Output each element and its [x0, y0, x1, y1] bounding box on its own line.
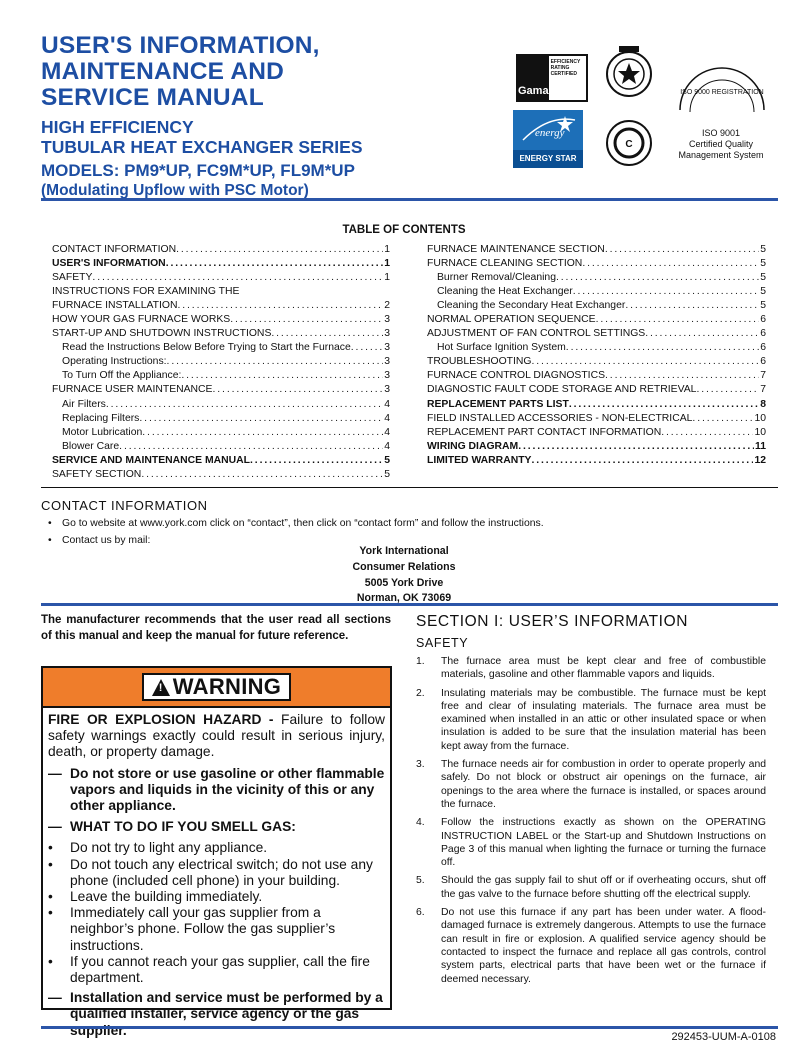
toc-leader-dots [166, 257, 384, 271]
toc-leader-dots [518, 440, 754, 454]
energy-star-script: energy [535, 127, 565, 139]
toc-entry-page: 3 [384, 384, 390, 396]
toc-leader-dots [176, 243, 383, 257]
toc-leader-dots [566, 341, 759, 355]
toc-title: TABLE OF CONTENTS [342, 224, 466, 236]
toc-entry-label: Motor Lubrication [62, 426, 143, 438]
safety-item-number: 1. [416, 656, 425, 667]
toc-leader-dots [167, 355, 384, 369]
certification-seal-logo [604, 118, 654, 168]
address-line: 5005 York Drive [364, 576, 444, 589]
toc-entry-label: SAFETY SECTION [52, 468, 142, 480]
toc-leader-dots [142, 426, 383, 440]
toc-entry[interactable] [52, 412, 390, 426]
safety-item-text: The furnace needs air for combustion in order to operate properly and safely. Do not block or obstruct air openings on the furnace, air openings to the area where the furnace is installed, or spaces around the furnace. [441, 759, 766, 810]
toc-entry-label: Read the Instructions Below Before Trying to Start the Furnace [62, 342, 351, 354]
subtitle-line: TUBULAR HEAT EXCHANGER SERIES [41, 137, 363, 157]
mailing-address [0, 544, 808, 607]
toc-leader-dots [625, 299, 759, 313]
toc-leader-dots [569, 398, 759, 412]
toc-leader-dots [230, 313, 383, 327]
warning-bullet: • If you cannot reach your gas supplier, call the fire department. [48, 954, 385, 986]
safety-item [416, 906, 766, 986]
toc-entry-page: 1 [384, 258, 390, 270]
safety-item [416, 816, 766, 869]
toc-entry[interactable] [52, 355, 390, 369]
contact-divider [41, 603, 778, 606]
warning-label: WARNING [172, 674, 282, 699]
toc-leader-dots [213, 383, 384, 397]
models-subline: (Modulating Upflow with PSC Motor) [41, 182, 309, 199]
contact-bullet: • Go to website at www.york.com click on “contact”, then click on “contact form” and follow the instructions. [48, 515, 544, 532]
toc-entry-page: 3 [384, 356, 390, 368]
warning-bullet-text: Leave the building immediately. [70, 889, 263, 905]
iso-line: Certified Quality [688, 139, 754, 149]
toc-entry-page: 7 [760, 384, 766, 396]
contact-heading: CONTACT INFORMATION [41, 498, 208, 513]
toc-left-column [52, 243, 390, 482]
toc-leader-dots [106, 398, 383, 412]
toc-entry-label: REPLACEMENT PARTS LIST [427, 398, 569, 410]
toc-entry[interactable] [427, 398, 766, 412]
footer-divider [41, 1026, 778, 1029]
iso-caption [676, 128, 766, 161]
warning-dash-item: — Do not store or use gasoline or other flammable vapors and liquids in the vicinity of this or any other appliance. [48, 765, 385, 814]
iso-ring-text: ISO 9000 REGISTRATION [680, 89, 764, 96]
toc-leader-dots [596, 313, 760, 327]
toc-entry-label: Hot Surface Ignition System [437, 342, 566, 354]
toc-entry-label: CONTACT INFORMATION [52, 244, 177, 255]
warning-bullet: • Leave the building immediately. [48, 889, 263, 905]
title-block [41, 33, 471, 201]
toc-entry-page: 10 [754, 412, 766, 424]
title-line: MAINTENANCE AND [41, 58, 284, 85]
toc-entry-page: 12 [754, 454, 766, 466]
toc-entry[interactable] [427, 412, 766, 426]
warning-header [43, 668, 390, 708]
toc-entry-page: 5 [384, 468, 390, 480]
toc-entry[interactable] [427, 454, 766, 468]
toc-entry-label: ADJUSTMENT OF FAN CONTROL SETTINGS [427, 328, 646, 340]
safety-heading: SAFETY [416, 636, 469, 650]
safety-item [416, 758, 766, 811]
warning-bullet-text: Do not try to light any appliance. [70, 840, 268, 856]
warning-dash-item: — Installation and service must be performed by a qualified installer, service agency or the gas supplier. [48, 990, 385, 1039]
toc-entry-label: Air Filters [62, 398, 106, 410]
toc-leader-dots [181, 369, 383, 383]
gama-logo [516, 54, 588, 102]
title-line: SERVICE MANUAL [41, 84, 264, 111]
toc-entry-page: 2 [384, 300, 390, 312]
toc-entry[interactable] [52, 383, 390, 397]
toc-leader-dots [605, 243, 759, 257]
toc-entry-label: To Turn Off the Appliance: [62, 370, 182, 382]
gama-mark: Gama [518, 56, 549, 100]
toc-leader-dots [92, 271, 383, 285]
toc-entry-page: 6 [760, 328, 766, 340]
safety-item [416, 655, 766, 682]
toc-entry[interactable] [427, 355, 766, 369]
toc-entry-label: FURNACE CLEANING SECTION [427, 258, 583, 270]
toc-leader-dots [139, 412, 383, 426]
toc-entry[interactable] [52, 440, 390, 454]
toc-leader-dots [119, 440, 383, 454]
iso-line: Management System [678, 150, 764, 160]
toc-entry-page: 5 [760, 300, 766, 312]
toc-entry[interactable] [427, 327, 766, 341]
toc-entry-page: 3 [384, 370, 390, 382]
toc-entry[interactable] [52, 369, 390, 383]
toc-entry-label: WIRING DIAGRAM [427, 440, 519, 452]
toc-entry[interactable] [52, 243, 390, 257]
toc-entry-page: 1 [384, 244, 390, 255]
toc-entry-page: 4 [384, 440, 390, 452]
toc-entry-page: 6 [760, 342, 766, 354]
safety-list [416, 655, 766, 991]
warning-bullet: • Immediately call your gas supplier from a neighbor’s phone. Follow the gas supplier’s instructions. [48, 905, 385, 954]
toc-entry-label: SERVICE AND MAINTENANCE MANUAL [52, 454, 251, 466]
toc-entry[interactable] [427, 299, 766, 313]
toc-entry-page: 3 [384, 342, 390, 354]
toc-entry-page: 5 [760, 272, 766, 284]
toc-entry-page: 11 [755, 440, 766, 452]
warning-body [43, 708, 390, 1039]
toc-entry-label: USER'S INFORMATION [52, 258, 166, 270]
toc-leader-dots [239, 285, 389, 299]
toc-entry[interactable] [427, 440, 766, 454]
warning-bullet-text: Immediately call your gas supplier from a neighbor’s phone. Follow the gas supplier’s instructions. [70, 905, 336, 953]
toc-entry-page: 10 [754, 426, 766, 438]
hazard-text: Failure to follow safety warnings exactly could result in serious injury, death, or property damage. [48, 712, 386, 760]
toc-entry[interactable] [427, 243, 766, 257]
toc-leader-dots [645, 327, 759, 341]
safety-item-number: 5. [416, 875, 425, 887]
toc-right-column [427, 243, 766, 468]
gama-text: EFFICIENCY RATING CERTIFIED [550, 59, 581, 77]
iso-line: ISO 9001 [701, 128, 741, 138]
safety-item-text: The furnace area must be kept clear and free of combustible materials, gasoline and other flammable vapors and liquids. [441, 656, 766, 681]
toc-leader-dots [271, 327, 383, 341]
safety-item-number: 2. [416, 687, 425, 699]
page-title [41, 33, 471, 111]
toc-leader-dots [351, 341, 383, 355]
toc-entry-page: 3 [384, 328, 390, 340]
toc-entry-label: DIAGNOSTIC FAULT CODE STORAGE AND RETRIEVAL [427, 384, 697, 396]
toc-entry[interactable] [427, 341, 766, 355]
toc-entry[interactable] [52, 285, 390, 299]
intro-paragraph: The manufacturer recommends that the user read all sections of this manual and keep the manual for future reference. [41, 614, 391, 642]
hazard-title: FIRE OR EXPLOSION HAZARD - [48, 712, 274, 727]
toc-entry-label: INSTRUCTIONS FOR EXAMINING THE [52, 286, 240, 298]
toc-leader-dots [605, 369, 759, 383]
toc-entry-label: Burner Removal/Cleaning [437, 272, 556, 284]
toc-leader-dots [556, 271, 759, 285]
toc-entry-label: SAFETY [52, 272, 93, 284]
toc-leader-dots [177, 299, 383, 313]
warning-box [41, 666, 392, 1038]
toc-leader-dots [532, 355, 760, 369]
toc-leader-dots [696, 383, 759, 397]
safety-item-number: 6. [416, 907, 425, 919]
document-number: 292453-UUM-A-0108 [671, 1031, 776, 1043]
energy-star-label: ENERGY STAR [513, 150, 583, 168]
toc-entry-label: FURNACE CONTROL DIAGNOSTICS [427, 370, 606, 382]
toc-entry-page: 5 [760, 244, 766, 255]
toc-entry-page: 8 [760, 398, 766, 410]
safety-item-number: 4. [416, 817, 425, 829]
toc-entry[interactable] [52, 341, 390, 355]
toc-entry[interactable] [52, 398, 390, 412]
section-heading: SECTION I: USER’S INFORMATION [416, 613, 689, 630]
header-divider [41, 198, 778, 201]
toc-entry[interactable] [52, 468, 390, 482]
toc-entry[interactable] [52, 327, 390, 341]
toc-entry-label: REPLACEMENT PART CONTACT INFORMATION [427, 426, 662, 438]
safety-item-text: Should the gas supply fail to shut off or if overheating occurs, shut off the gas valve to the furnace before shutting off the electrical supply. [441, 875, 766, 900]
toc-entry-page: 6 [760, 356, 766, 368]
safety-item-text: Insulating materials may be combustible. The furnace must be kept free and clear of insulating materials. The furnace area must be examined when installed in an attic or other insulated space or when insulation is added to be sure that the insulation material has been kept away from the furnace. [441, 687, 766, 752]
safety-item-text: Follow the instructions exactly as shown on the OPERATING INSTRUCTION LABEL or the Start-up and Shutdown Instructions on Page 3 of this manual when lighting the furnace or turning the furnace off. [441, 817, 766, 869]
csa-certification-logo [605, 44, 653, 106]
toc-entry[interactable] [427, 271, 766, 285]
warning-dash-text: Do not store or use gasoline or other flammable vapors and liquids in the vicinity of this or any other appliance. [70, 765, 385, 814]
toc-entry-page: 3 [384, 314, 390, 326]
svg-text:C: C [625, 139, 633, 150]
toc-entry[interactable] [427, 285, 766, 299]
safety-item [416, 687, 766, 753]
toc-entry-label: Replacing Filters [62, 412, 140, 424]
toc-entry-label: FIELD INSTALLED ACCESSORIES - NON-ELECTRICAL [427, 412, 693, 424]
toc-entry[interactable] [52, 257, 390, 271]
toc-entry-label: FURNACE USER MAINTENANCE [52, 384, 213, 396]
toc-entry-label: FURNACE MAINTENANCE SECTION [427, 244, 605, 255]
toc-entry-page: 4 [384, 412, 390, 424]
safety-item-text: Do not use this furnace if any part has been under water. A flood-damaged furnace is extremely dangerous. Attempts to use the furnace can result in fire or explosion. A qualified service agency should be contacted to inspect the furnace and replace all gas controls, control system parts, electrical parts that have been wet or the furnace if deemed necessary. [441, 907, 766, 985]
toc-entry-label: Operating Instructions: [62, 356, 167, 368]
toc-entry-label: FURNACE INSTALLATION [52, 300, 178, 312]
toc-entry-page: 7 [760, 370, 766, 382]
contact-bullet: • Contact us by mail: [48, 532, 544, 549]
toc-entry-label: Cleaning the Heat Exchanger [437, 286, 573, 298]
toc-entry-label: LIMITED WARRANTY [427, 454, 532, 466]
warning-triangle-icon: ! [152, 679, 170, 696]
toc-entry-page [389, 285, 390, 299]
toc-entry-page: 6 [760, 314, 766, 326]
toc-leader-dots [573, 285, 759, 299]
toc-entry-label: TROUBLESHOOTING [427, 356, 532, 368]
warning-dash-item: — WHAT TO DO IF YOU SMELL GAS: [48, 819, 296, 835]
toc-entry[interactable] [52, 454, 390, 468]
toc-divider [41, 487, 778, 488]
safety-item [416, 874, 766, 901]
toc-leader-dots [582, 257, 759, 271]
toc-entry[interactable] [427, 383, 766, 397]
toc-entry-label: HOW YOUR GAS FURNACE WORKS [52, 314, 231, 326]
toc-entry-page: 1 [384, 272, 390, 284]
toc-entry[interactable] [427, 257, 766, 271]
title-line: USER'S INFORMATION, [41, 32, 320, 59]
warning-bullet-text: Do not touch any electrical switch; do not use any phone (included cell phone) in your building. [70, 856, 373, 888]
toc-entry[interactable] [427, 426, 766, 440]
toc-leader-dots [141, 468, 383, 482]
toc-entry-label: START-UP AND SHUTDOWN INSTRUCTIONS [52, 328, 272, 340]
toc-leader-dots [692, 412, 753, 426]
subtitle-line: HIGH EFFICIENCY [41, 117, 194, 137]
toc-leader-dots [531, 454, 753, 468]
address-line: Consumer Relations [352, 560, 456, 573]
toc-entry[interactable] [52, 271, 390, 285]
warning-badge [142, 673, 291, 701]
toc-entry-page: 4 [384, 398, 390, 410]
warning-dash-text: Installation and service must be performed by a qualified installer, service agency or the gas supplier. [70, 990, 383, 1038]
address-line: Norman, OK 73069 [356, 592, 452, 605]
energy-star-icon [513, 110, 583, 150]
warning-dash-text: WHAT TO DO IF YOU SMELL GAS: [70, 819, 296, 835]
toc-entry-label: NORMAL OPERATION SEQUENCE [427, 314, 596, 326]
warning-bullet: • Do not touch any electrical switch; do not use any phone (included cell phone) in your building. [48, 857, 385, 889]
toc-entry-page: 4 [384, 426, 390, 438]
warning-bullet: • Do not try to light any appliance. [48, 840, 268, 856]
toc-entry-label: Blower Care [62, 440, 120, 452]
address-line: York International [359, 545, 449, 557]
toc-leader-dots [661, 426, 753, 440]
hazard-statement [48, 712, 385, 761]
toc-entry[interactable] [427, 313, 766, 327]
subtitle [41, 117, 471, 157]
toc-entry[interactable] [52, 426, 390, 440]
toc-entry-page: 5 [384, 454, 390, 466]
toc-entry[interactable] [52, 313, 390, 327]
toc-leader-dots [250, 454, 383, 468]
models-line: MODELS: PM9*UP, FC9M*UP, FL9M*UP [41, 161, 355, 180]
toc-entry-page: 5 [760, 258, 766, 270]
toc-entry-label: Cleaning the Secondary Heat Exchanger [437, 300, 626, 312]
toc-entry[interactable] [52, 299, 390, 313]
warning-bullet-text: If you cannot reach your gas supplier, call the fire department. [70, 953, 370, 986]
safety-item-number: 3. [416, 759, 425, 771]
toc-entry-page: 5 [760, 286, 766, 298]
toc-entry[interactable] [427, 369, 766, 383]
